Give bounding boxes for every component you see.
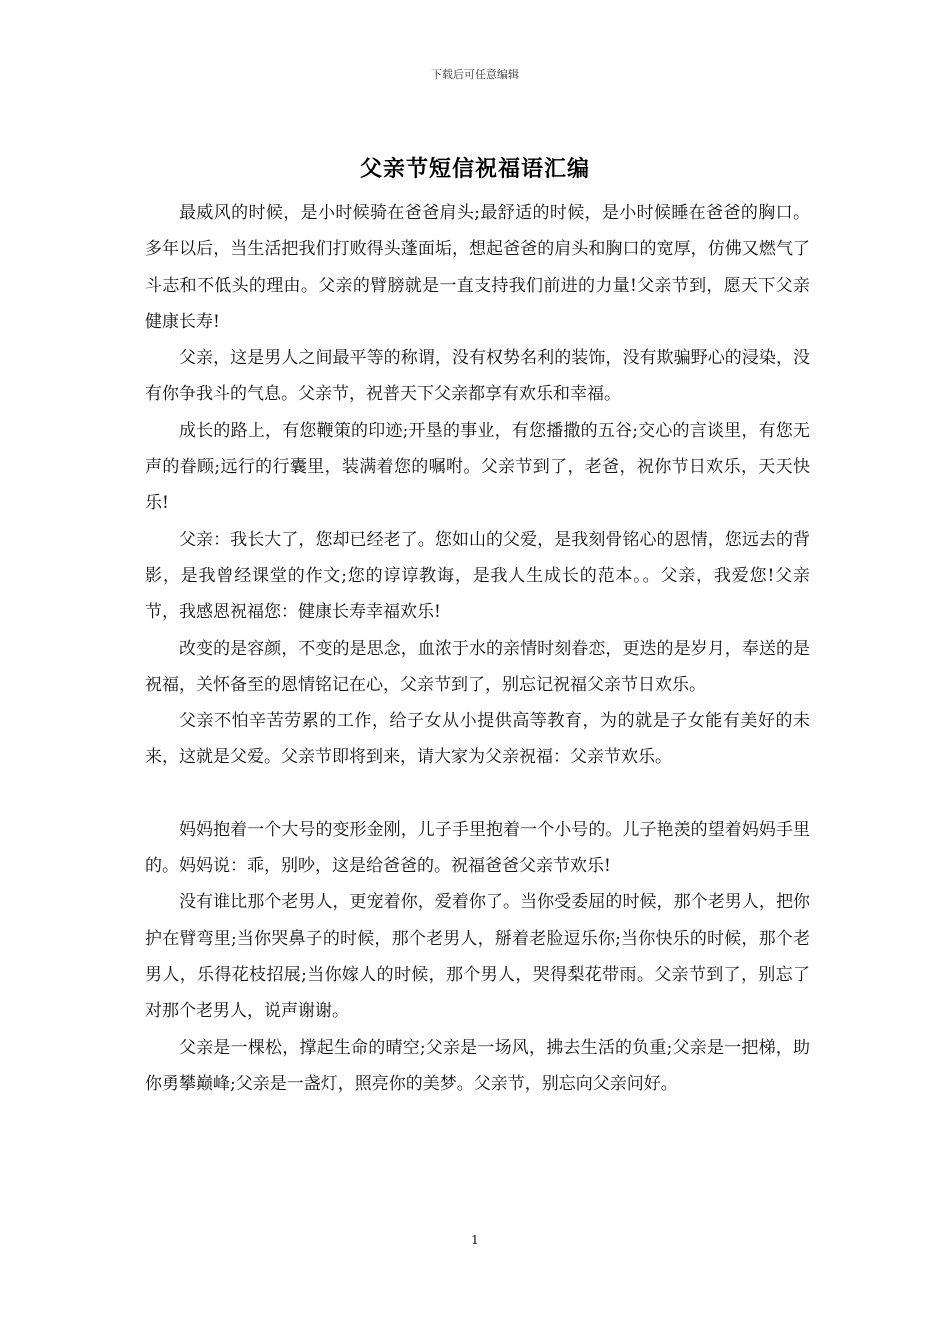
- page-number: 1: [471, 1233, 479, 1247]
- paragraph-1: 最威风的时候，是小时候骑在爸爸肩头;最舒适的时候，是小时候睡在爸爸的胸口。多年以后，当生活把我们打败得头蓬面垢，想起爸爸的肩头和胸口的宽厚，仿佛又燃气了斗志和不低头的理由。父亲的臂膀就是一直支持我们前进的力量!父亲节到，愿天下父亲健康长寿!: [145, 203, 810, 332]
- page-header: 下载后可任意编辑: [431, 68, 519, 81]
- paragraph-8: 没有谁比那个老男人，更宠着你，爱着你了。当你受委屈的时候，那个老男人，把你护在臂弯里;当你哭鼻子的时候，那个老男人，掰着老脸逗乐你;当你快乐的时候，那个老男人，乐得花枝招展;当你嫁人的时候，那个男人，哭得梨花带雨。父亲节到了，别忘了对那个老男人，说声谢谢。: [145, 892, 810, 1022]
- paragraph-6: 父亲不怕辛苦劳累的工作，给子女从小提供高等教育，为的就是子女能有美好的未来，这就是父爱。父亲节即将到来，请大家为父亲祝福：父亲节欢乐。: [145, 711, 810, 768]
- paragraph-3: 成长的路上，有您鞭策的印迹;开垦的事业，有您播撒的五谷;交心的言谈里，有您无声的眷顾;远行的行囊里，装满着您的嘱咐。父亲节到了，老爸，祝你节日欢乐，天天快乐!: [145, 420, 810, 514]
- paragraph-7: 妈妈抱着一个大号的变形金刚，儿子手里抱着一个小号的。儿子艳羡的望着妈妈手里的。妈妈说：乖，别吵，这是给爸爸的。祝福爸爸父亲节欢乐!: [145, 819, 810, 877]
- paragraph-2: 父亲，这是男人之间最平等的称谓，没有权势名利的装饰，没有欺骗野心的浸染，没有你争我斗的气息。父亲节，祝普天下父亲都享有欢乐和幸福。: [145, 348, 810, 405]
- document-title: 父亲节短信祝福语汇编: [359, 156, 590, 182]
- paragraph-4: 父亲：我长大了，您却已经老了。您如山的父爱，是我刻骨铭心的恩情，您远去的背影，是我曾经课堂的作文;您的谆谆教诲，是我人生成长的范本。。父亲，我爱您!父亲节，我感恩祝福您：健康长寿幸福欢乐!: [145, 529, 810, 623]
- blank-line: [145, 776, 810, 812]
- paragraph-9: 父亲是一棵松，撑起生命的晴空;父亲是一场风，拂去生活的负重;父亲是一把梯，助你勇攀巅峰;父亲是一盏灯，照亮你的美梦。父亲节，别忘向父亲问好。: [145, 1037, 810, 1094]
- document-body: [145, 195, 810, 1102]
- paragraph-5: 改变的是容颜，不变的是思念，血浓于水的亲情时刻眷恋，更迭的是岁月，奉送的是祝福，关怀备至的恩情铭记在心，父亲节到了，别忘记祝福父亲节日欢乐。: [145, 638, 810, 695]
